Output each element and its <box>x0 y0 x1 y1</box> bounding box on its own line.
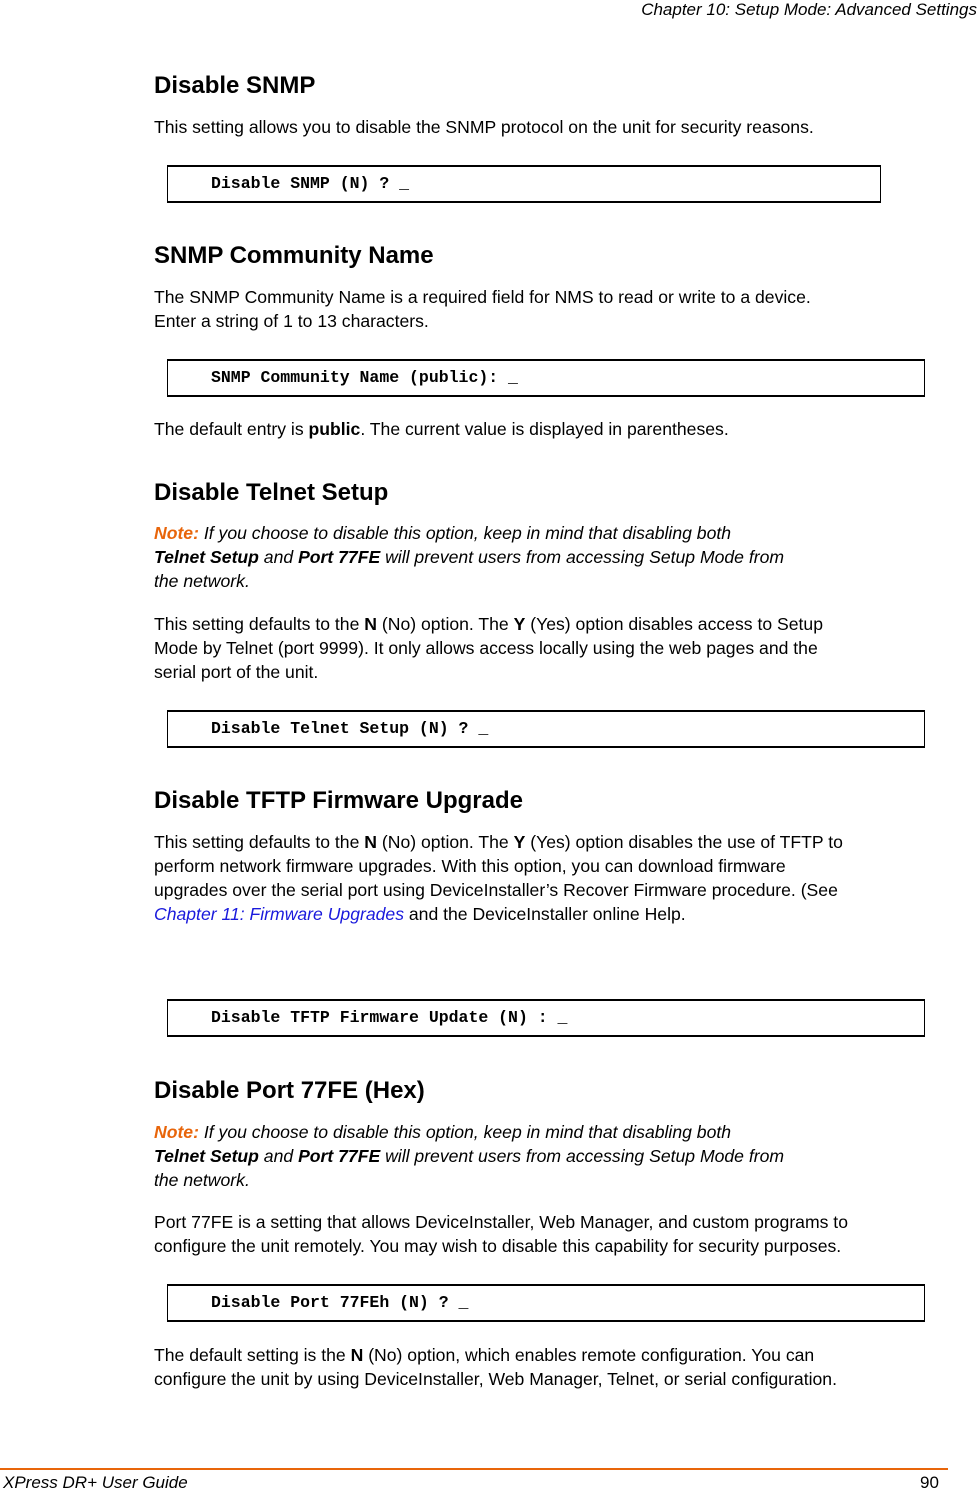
section-title-disable-port-77fe: Disable Port 77FE (Hex) <box>154 1077 425 1104</box>
console-prompt-disable-tftp: Disable TFTP Firmware Update (N) : _ <box>167 999 925 1037</box>
footer-guide-title: XPress DR+ User Guide <box>3 1473 188 1492</box>
paragraph-disable-snmp: This setting allows you to disable the SNMP protocol on the unit for security reasons. <box>154 117 814 137</box>
console-prompt-disable-telnet: Disable Telnet Setup (N) ? _ <box>167 710 925 748</box>
paragraph-community-name: The SNMP Community Name is a required field for NMS to read or write to a device. Enter a string of 1 to 13 characters. <box>154 287 811 331</box>
paragraph-disable-tftp: This setting defaults to the N (No) option. The Y (Yes) option disables the use of TFTP to perform network firmware upgrades. With this option, you can download firmware upgrades over the serial port using DeviceInstaller’s Recover Firmware procedure. (See Chapter 11: Firmware Upgrades and the DeviceInstaller online Help. <box>154 832 843 924</box>
link-chapter-11[interactable]: Chapter 11: Firmware Upgrades <box>154 904 404 924</box>
console-prompt-disable-snmp: Disable SNMP (N) ? _ <box>167 165 881 203</box>
paragraph-port-77fe-default: The default setting is the N (No) option, which enables remote configuration. You can configure the unit by using DeviceInstaller, Web Manager, Telnet, or serial configuration. <box>154 1345 837 1389</box>
footer-divider <box>0 1468 948 1470</box>
chapter-header: Chapter 10: Setup Mode: Advanced Settings <box>641 0 977 19</box>
note-disable-telnet: Note: If you choose to disable this option, keep in mind that disabling both Telnet Setup and Port 77FE will prevent users from accessing Setup Mode from the network. <box>154 523 785 591</box>
footer-page-number: 90 <box>920 1473 939 1492</box>
section-title-disable-telnet: Disable Telnet Setup <box>154 479 389 506</box>
paragraph-disable-telnet: This setting defaults to the N (No) option. The Y (Yes) option disables access to Setup Mode by Telnet (port 9999). It only allows access locally using the web pages and the serial port of the unit. <box>154 614 823 682</box>
section-title-community-name: SNMP Community Name <box>154 242 434 269</box>
paragraph-community-default: The default entry is public. The current value is displayed in parentheses. <box>154 419 729 439</box>
console-prompt-community-name: SNMP Community Name (public): _ <box>167 359 925 397</box>
console-prompt-disable-port-77fe: Disable Port 77FEh (N) ? _ <box>167 1284 925 1322</box>
section-title-disable-snmp: Disable SNMP <box>154 72 316 99</box>
note-disable-port-77fe: Note: If you choose to disable this option, keep in mind that disabling both Telnet Setup and Port 77FE will prevent users from accessing Setup Mode from the network. <box>154 1122 785 1190</box>
section-title-disable-tftp: Disable TFTP Firmware Upgrade <box>154 787 523 814</box>
paragraph-disable-port-77fe: Port 77FE is a setting that allows DeviceInstaller, Web Manager, and custom programs to configure the unit remotely. You may wish to disable this capability for security purposes. <box>154 1212 848 1256</box>
